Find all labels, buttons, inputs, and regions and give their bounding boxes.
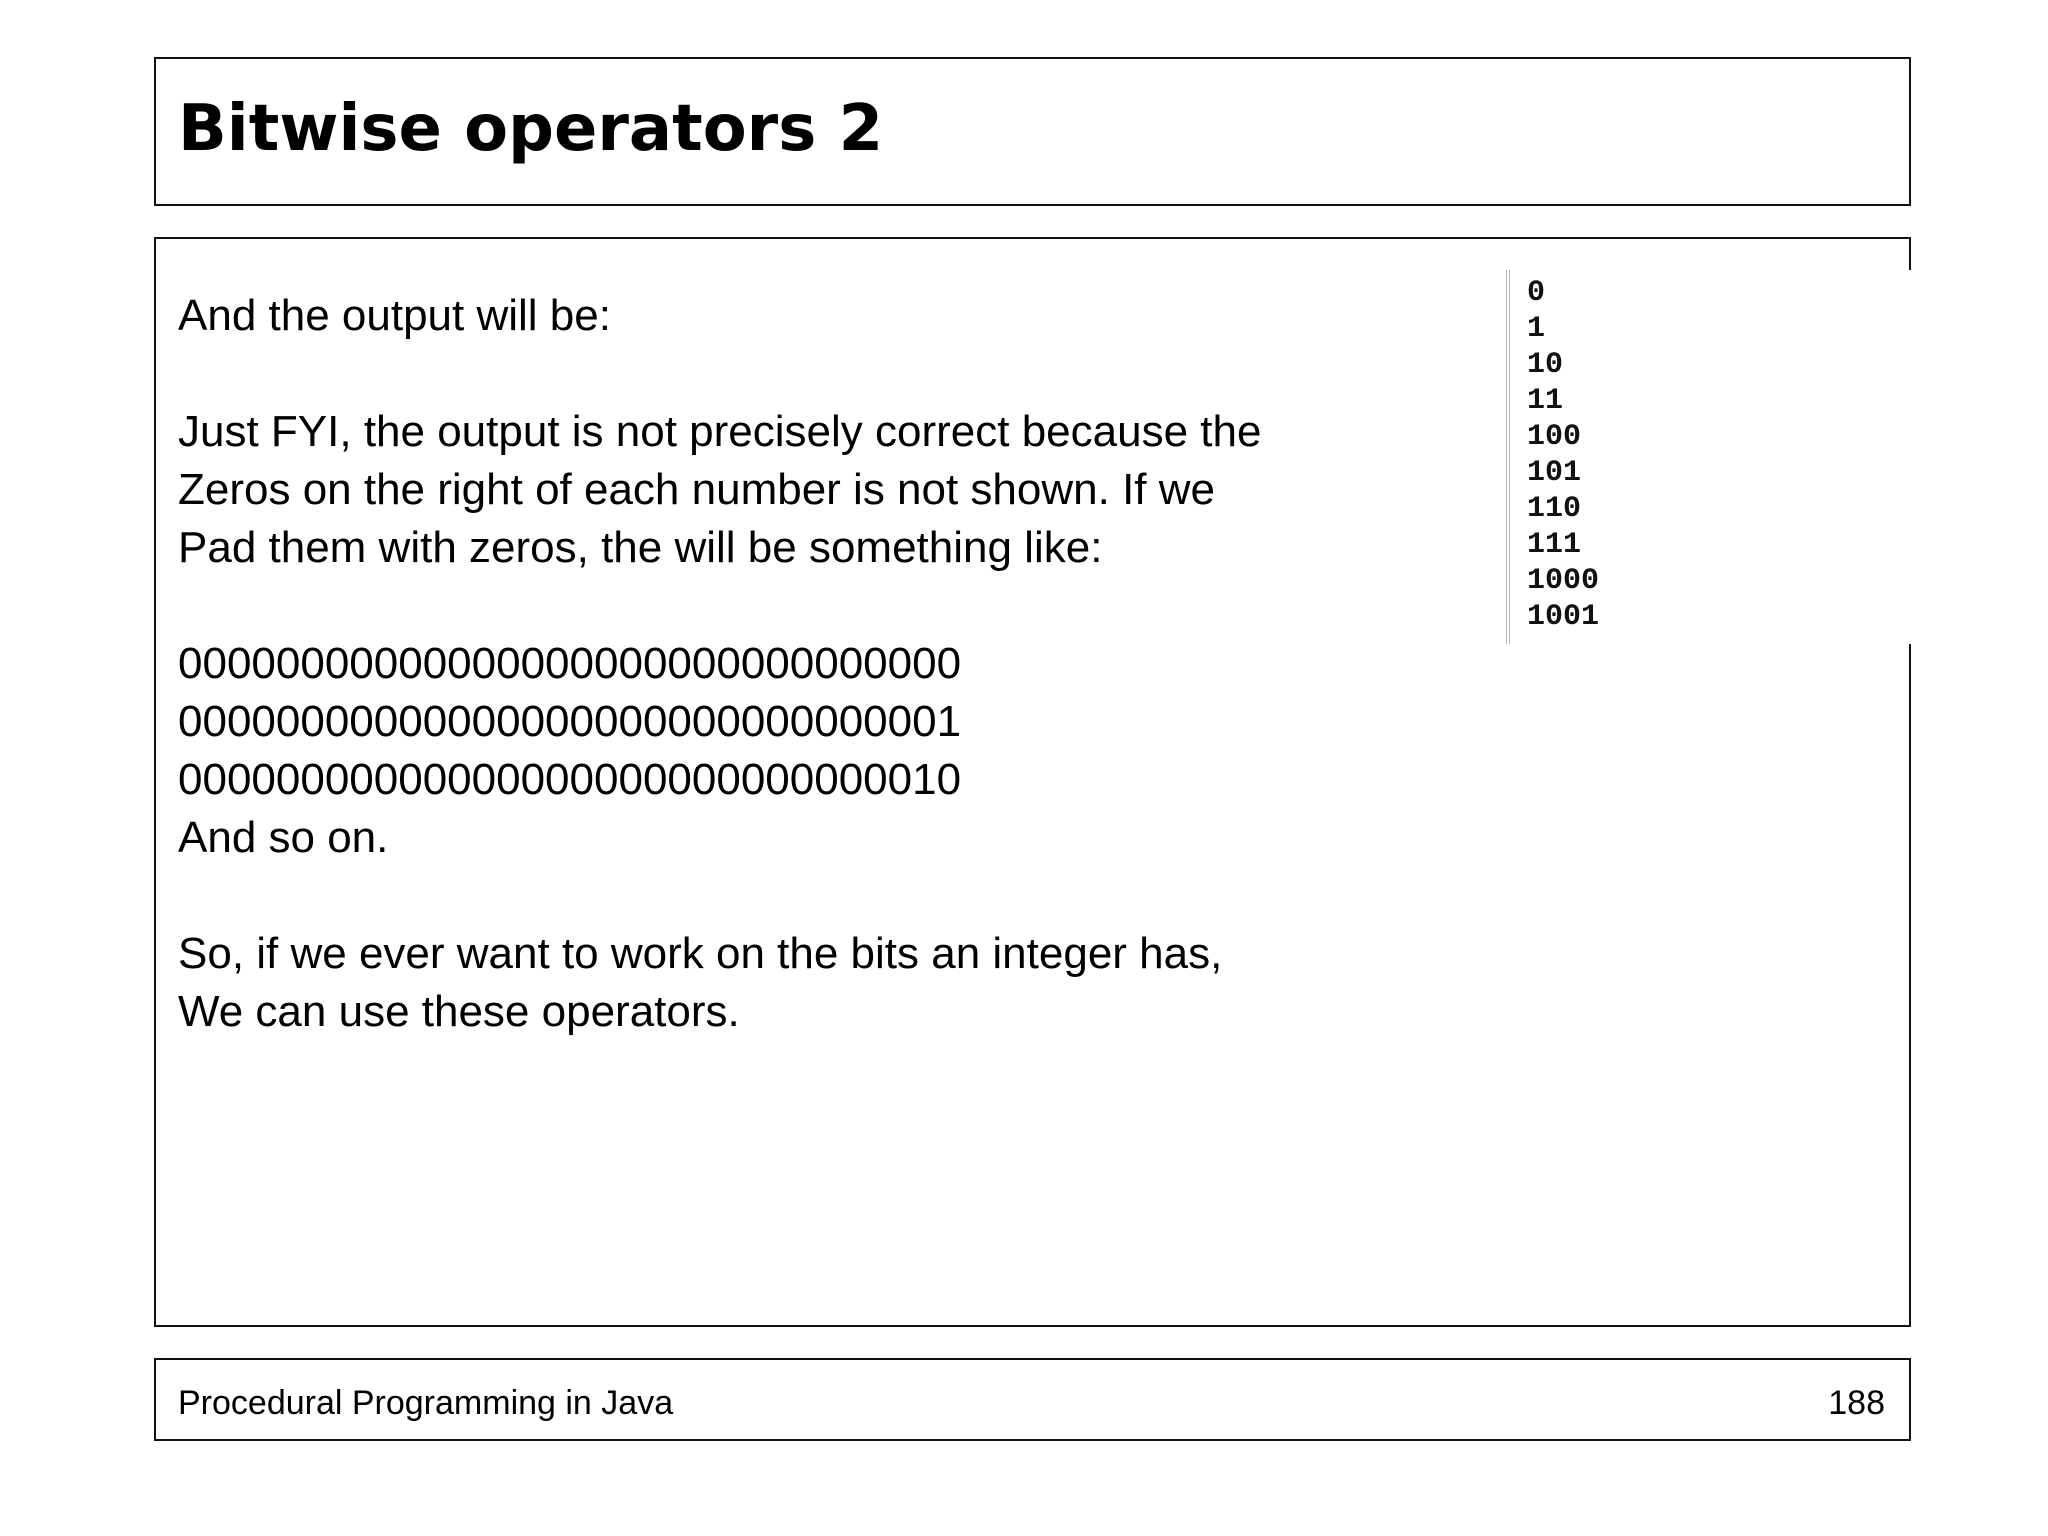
body-line: And the output will be:: [178, 291, 611, 340]
console-output-screenshot: [1506, 270, 1912, 644]
slide-body: [178, 287, 1478, 1041]
body-line: [178, 577, 1478, 635]
console-output-line: 0: [1527, 276, 1546, 310]
body-line: Pad them with zeros, the will be something like:: [178, 523, 1103, 572]
console-output-line: 1001: [1527, 600, 1600, 634]
body-line: And so on.: [178, 813, 389, 862]
console-output-line: 1: [1527, 312, 1546, 346]
padded-binary-line: 00000000000000000000000000000000: [178, 639, 962, 688]
body-line: So, if we ever want to work on the bits an integer has,: [178, 929, 1223, 978]
console-output-line: 100: [1527, 420, 1582, 454]
slide-title: Bitwise operators 2: [178, 92, 884, 166]
body-line: [178, 867, 1478, 925]
console-output-line: 10: [1527, 348, 1564, 382]
body-line: [178, 345, 1478, 403]
slide-footer: [154, 1358, 1911, 1441]
console-output-line: 111: [1527, 528, 1582, 562]
padded-binary-line: 00000000000000000000000000000010: [178, 755, 962, 804]
footer-page-number: 188: [1828, 1384, 1885, 1422]
console-output-line: 11: [1527, 384, 1564, 418]
body-line: Just FYI, the output is not precisely correct because the: [178, 407, 1262, 456]
padded-binary-line: 00000000000000000000000000000001: [178, 697, 962, 746]
console-output-line: 1000: [1527, 564, 1600, 598]
console-output-line: 101: [1527, 456, 1582, 490]
body-line: We can use these operators.: [178, 987, 740, 1036]
slide-title-box: [154, 57, 1911, 206]
footer-course-title: Procedural Programming in Java: [178, 1384, 674, 1422]
console-output-line: 110: [1527, 492, 1582, 526]
body-line: Zeros on the right of each number is not shown. If we: [178, 465, 1215, 514]
